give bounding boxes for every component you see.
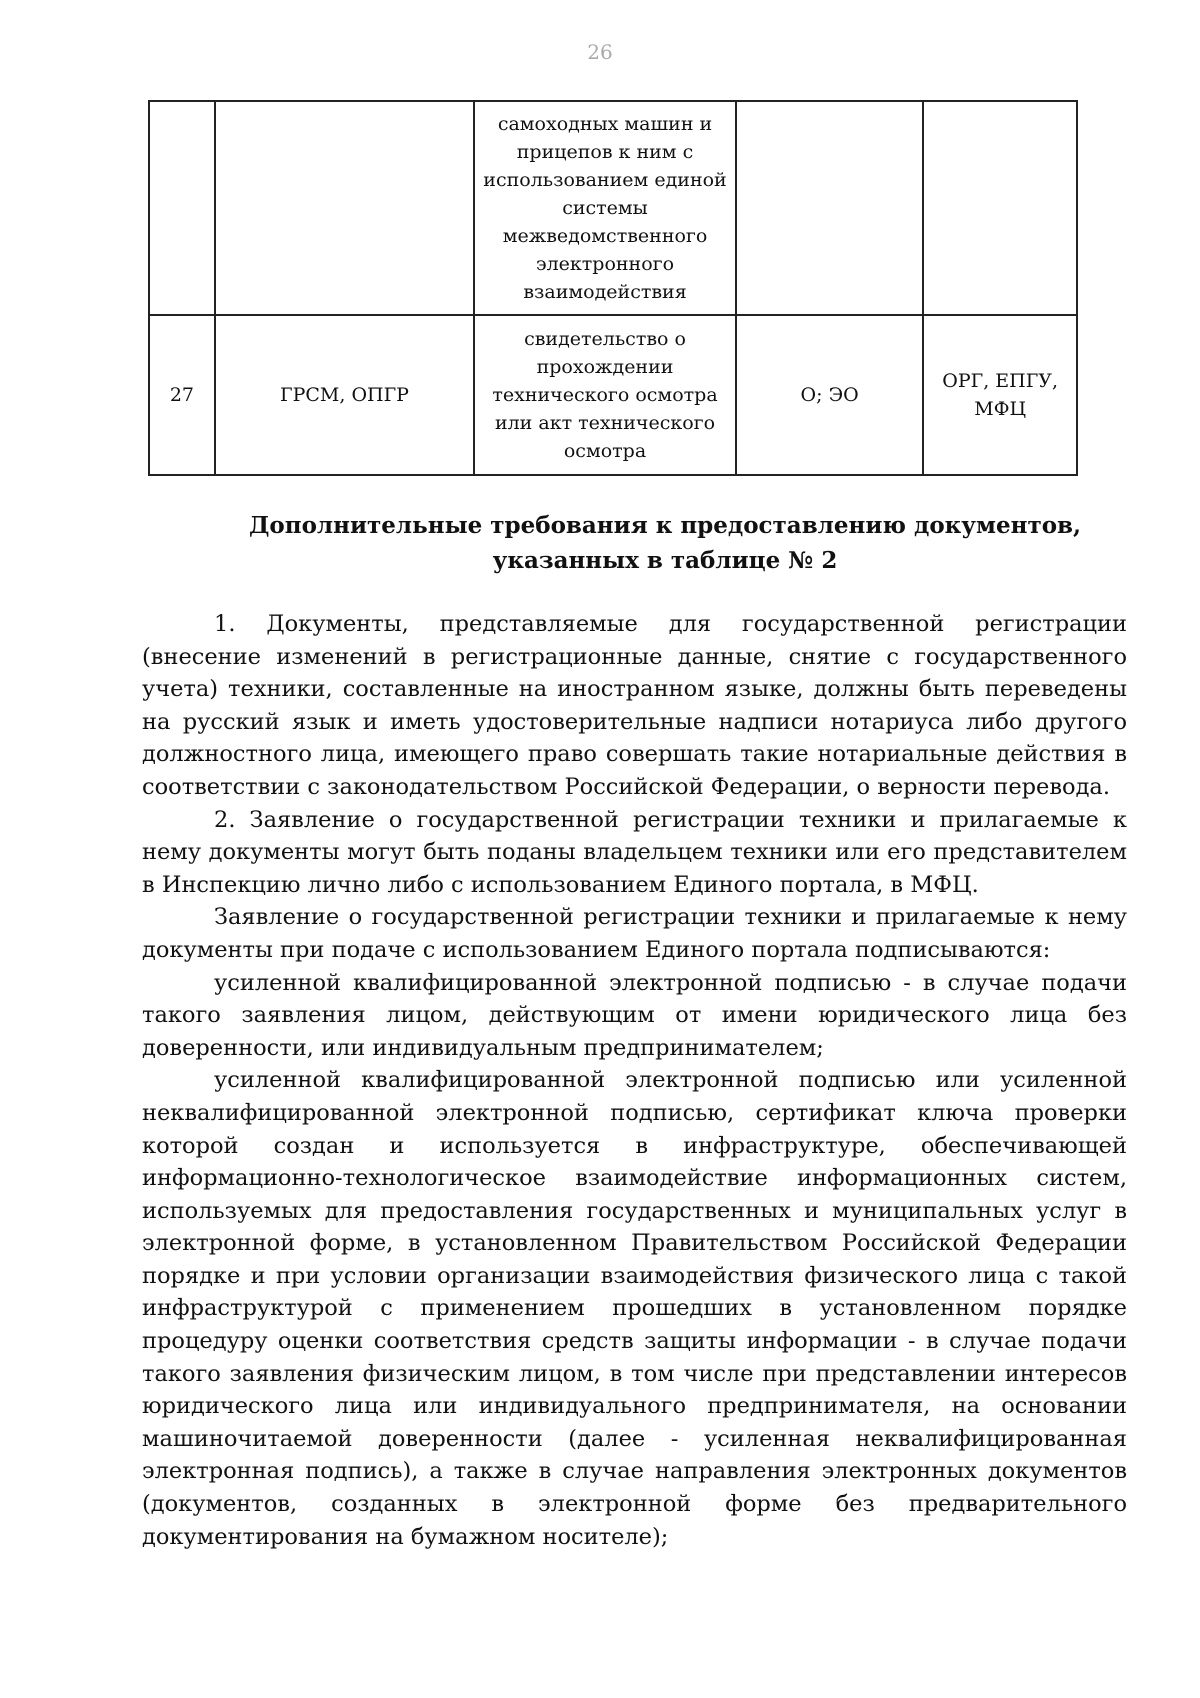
paragraph: 2. Заявление о государственной регистрации техники и прилагаемые к нему документы могут быть поданы владельцем техники или его представителем в Инспекцию лично либо с использованием Единого портала, в МФЦ. — [142, 806, 1127, 898]
documents-table — [148, 100, 1078, 476]
paragraph: 1. Документы, представляемые для государственной регистрации (внесение изменений в регистрационные данные, снятие с государственного учета) техники, составленные на иностранном языке, должны быть переведены на русский язык и иметь удостоверительные надписи нотариуса либо другого должностного лица, имеющего право совершать такие нотариальные действия в соответствии с законодательством Российской Федерации, о верности перевода. — [142, 611, 1127, 800]
table-cell-source — [923, 101, 1077, 315]
paragraph: усиленной квалифицированной электронной подписью или усиленной неквалифицированной электронной подписью, сертификат ключа проверки которой создан и используется в инфраструктуре, обеспечивающей информационно-технологическое взаимодействие информационных систем, используемых для предоставления государственных и муниципальных услуг в электронной форме, в установленном Правительством Российской Федерации порядке и при условии организации взаимодействия физического лица с такой инфраструктурой с применением прошедших в установленном порядке процедуру оценки соответствия средств защиты информации - в случае подачи такого заявления физическим лицом, в том числе при представлении интересов юридического лица или индивидуального предпринимателя, на основании машиночитаемой доверенности (далее - усиленная неквалифицированная электронная подпись), а также в случае направления электронных документов (документов, созданных в электронной форме без предварительного документирования на бумажном носителе); — [142, 1067, 1127, 1550]
table-row — [149, 315, 1077, 475]
section-title: Дополнительные требования к предоставлению документов, указанных в таблице № 2 — [248, 512, 1082, 574]
table-cell-number — [149, 101, 215, 315]
table-cell-form: О; ЭО — [736, 315, 923, 475]
table-cell-source: ОРГ, ЕПГУ, МФЦ — [923, 315, 1077, 475]
table-cell-number: 27 — [149, 315, 215, 475]
table-cell-register: ГРСМ, ОПГР — [215, 315, 474, 475]
table-cell-form — [736, 101, 923, 315]
table-cell-document: свидетельство о прохождении технического осмотра или акт технического осмотра — [474, 315, 736, 475]
table-cell-register — [215, 101, 474, 315]
table-cell-document: самоходных машин и прицепов к ним с использованием единой системы межведомственного электронного взаимодействия — [474, 101, 736, 315]
body-text — [142, 608, 1127, 1553]
paragraph: усиленной квалифицированной электронной подписью - в случае подачи такого заявления лицом, действующим от имени юридического лица без доверенности, или индивидуальным предпринимателем; — [142, 969, 1127, 1061]
paragraph: Заявление о государственной регистрации техники и прилагаемые к нему документы при подаче с использованием Единого портала подписываются: — [142, 904, 1127, 963]
table-row — [149, 101, 1077, 315]
page-number: 26 — [587, 40, 613, 64]
